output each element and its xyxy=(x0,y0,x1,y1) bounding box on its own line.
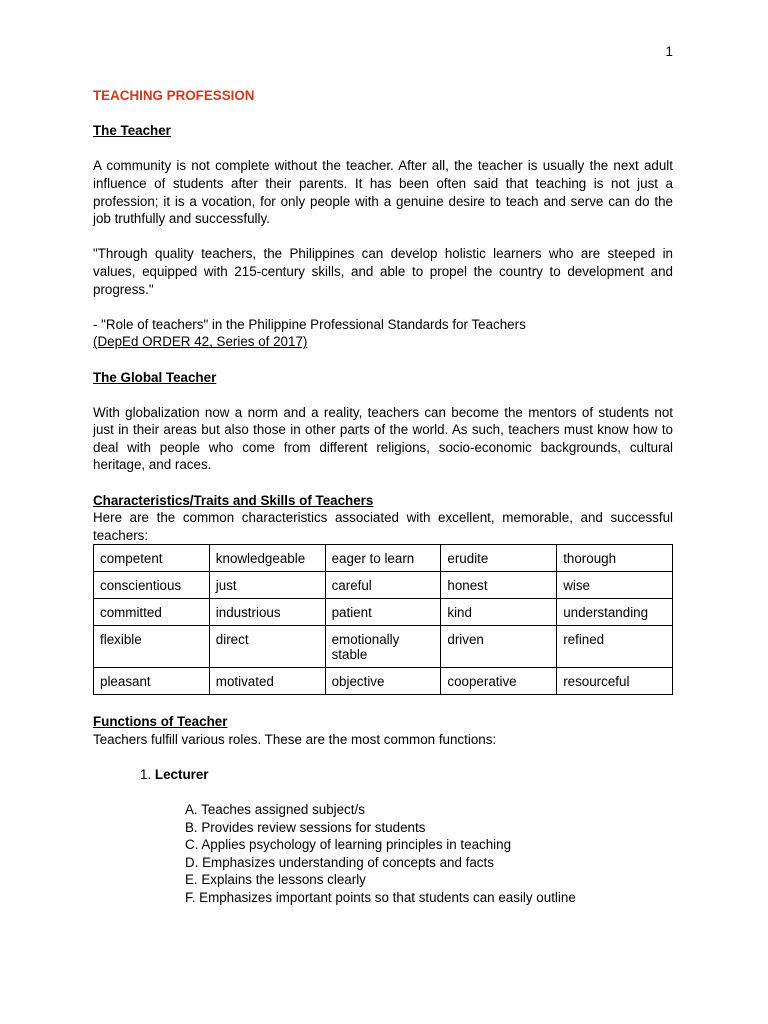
traits-intro: Here are the common characteristics associated with excellent, memorable, and successful teachers: xyxy=(93,510,673,543)
table-cell: objective xyxy=(325,668,441,695)
table-cell: eager to learn xyxy=(325,545,441,572)
table-cell: committed xyxy=(94,599,210,626)
table-cell: resourceful xyxy=(557,668,673,695)
list-item: B. Provides review sessions for students xyxy=(185,819,426,835)
table-cell: motivated xyxy=(209,668,325,695)
paragraph-global-teacher: With globalization now a norm and a reality, teachers can become the mentors of students not just in their areas but also those in other parts of the world. As such, teachers must know how to deal with people who come from different religions, socio-economic backgrounds, cultural heritage, and races. xyxy=(93,404,673,473)
table-cell: cooperative xyxy=(441,668,557,695)
document-content xyxy=(93,87,673,907)
list-item: F. Emphasizes important points so that students can easily outline xyxy=(185,889,576,905)
quote-source: - "Role of teachers" in the Philippine Professional Standards for Teachers xyxy=(93,316,526,332)
heading-global-teacher: The Global Teacher xyxy=(93,369,217,385)
list-item: E. Explains the lessons clearly xyxy=(185,872,366,888)
table-row xyxy=(94,572,673,599)
lecturer-sublist xyxy=(185,801,673,907)
list-item: A. Teaches assigned subject/s xyxy=(185,802,365,817)
quote-source-reference: (DepEd ORDER 42, Series of 2017) xyxy=(93,334,308,350)
list-item-lecturer xyxy=(140,766,673,784)
table-cell: emotionally stable xyxy=(325,626,441,668)
paragraph-teacher: A community is not complete without the teacher. After all, the teacher is usually the next adult influence of students after their parents. It has been often said that teaching is not just a profession; it is a vocation, for only people with a genuine desire to teach and serve can do the job truthfully and successfully. xyxy=(93,158,673,227)
table-cell: patient xyxy=(325,599,441,626)
page-number: 1 xyxy=(665,44,673,59)
list-item: D. Emphasizes understanding of concepts and facts xyxy=(185,854,494,870)
quote-paragraph: "Through quality teachers, the Philippines can develop holistic learners who are steeped in values, equipped with 215-century skills, and able to propel the country to development and progress." xyxy=(93,246,673,297)
table-row xyxy=(94,668,673,695)
table-row xyxy=(94,545,673,572)
table-cell: refined xyxy=(557,626,673,668)
table-row xyxy=(94,626,673,668)
functions-intro: Teachers fulfill various roles. These are the most common functions: xyxy=(93,731,497,747)
table-row xyxy=(94,599,673,626)
table-cell: understanding xyxy=(557,599,673,626)
list-item: C. Applies psychology of learning principles in teaching xyxy=(185,837,512,853)
traits-table xyxy=(93,544,673,695)
table-cell: knowledgeable xyxy=(209,545,325,572)
heading-traits: Characteristics/Traits and Skills of Teachers xyxy=(93,492,374,508)
table-cell: industrious xyxy=(209,599,325,626)
table-cell: conscientious xyxy=(94,572,210,599)
table-cell: thorough xyxy=(557,545,673,572)
table-cell: honest xyxy=(441,572,557,599)
table-cell: direct xyxy=(209,626,325,668)
heading-the-teacher: The Teacher xyxy=(93,123,171,139)
table-cell: careful xyxy=(325,572,441,599)
table-cell: erudite xyxy=(441,545,557,572)
list-item-number: 1. xyxy=(140,766,152,782)
table-cell: just xyxy=(209,572,325,599)
table-cell: driven xyxy=(441,626,557,668)
heading-functions: Functions of Teacher xyxy=(93,714,228,730)
table-cell: flexible xyxy=(94,626,210,668)
table-cell: competent xyxy=(94,545,210,572)
table-cell: kind xyxy=(441,599,557,626)
table-cell: wise xyxy=(557,572,673,599)
table-cell: pleasant xyxy=(94,668,210,695)
list-item-label: Lecturer xyxy=(154,766,209,782)
document-title: TEACHING PROFESSION xyxy=(93,88,255,103)
